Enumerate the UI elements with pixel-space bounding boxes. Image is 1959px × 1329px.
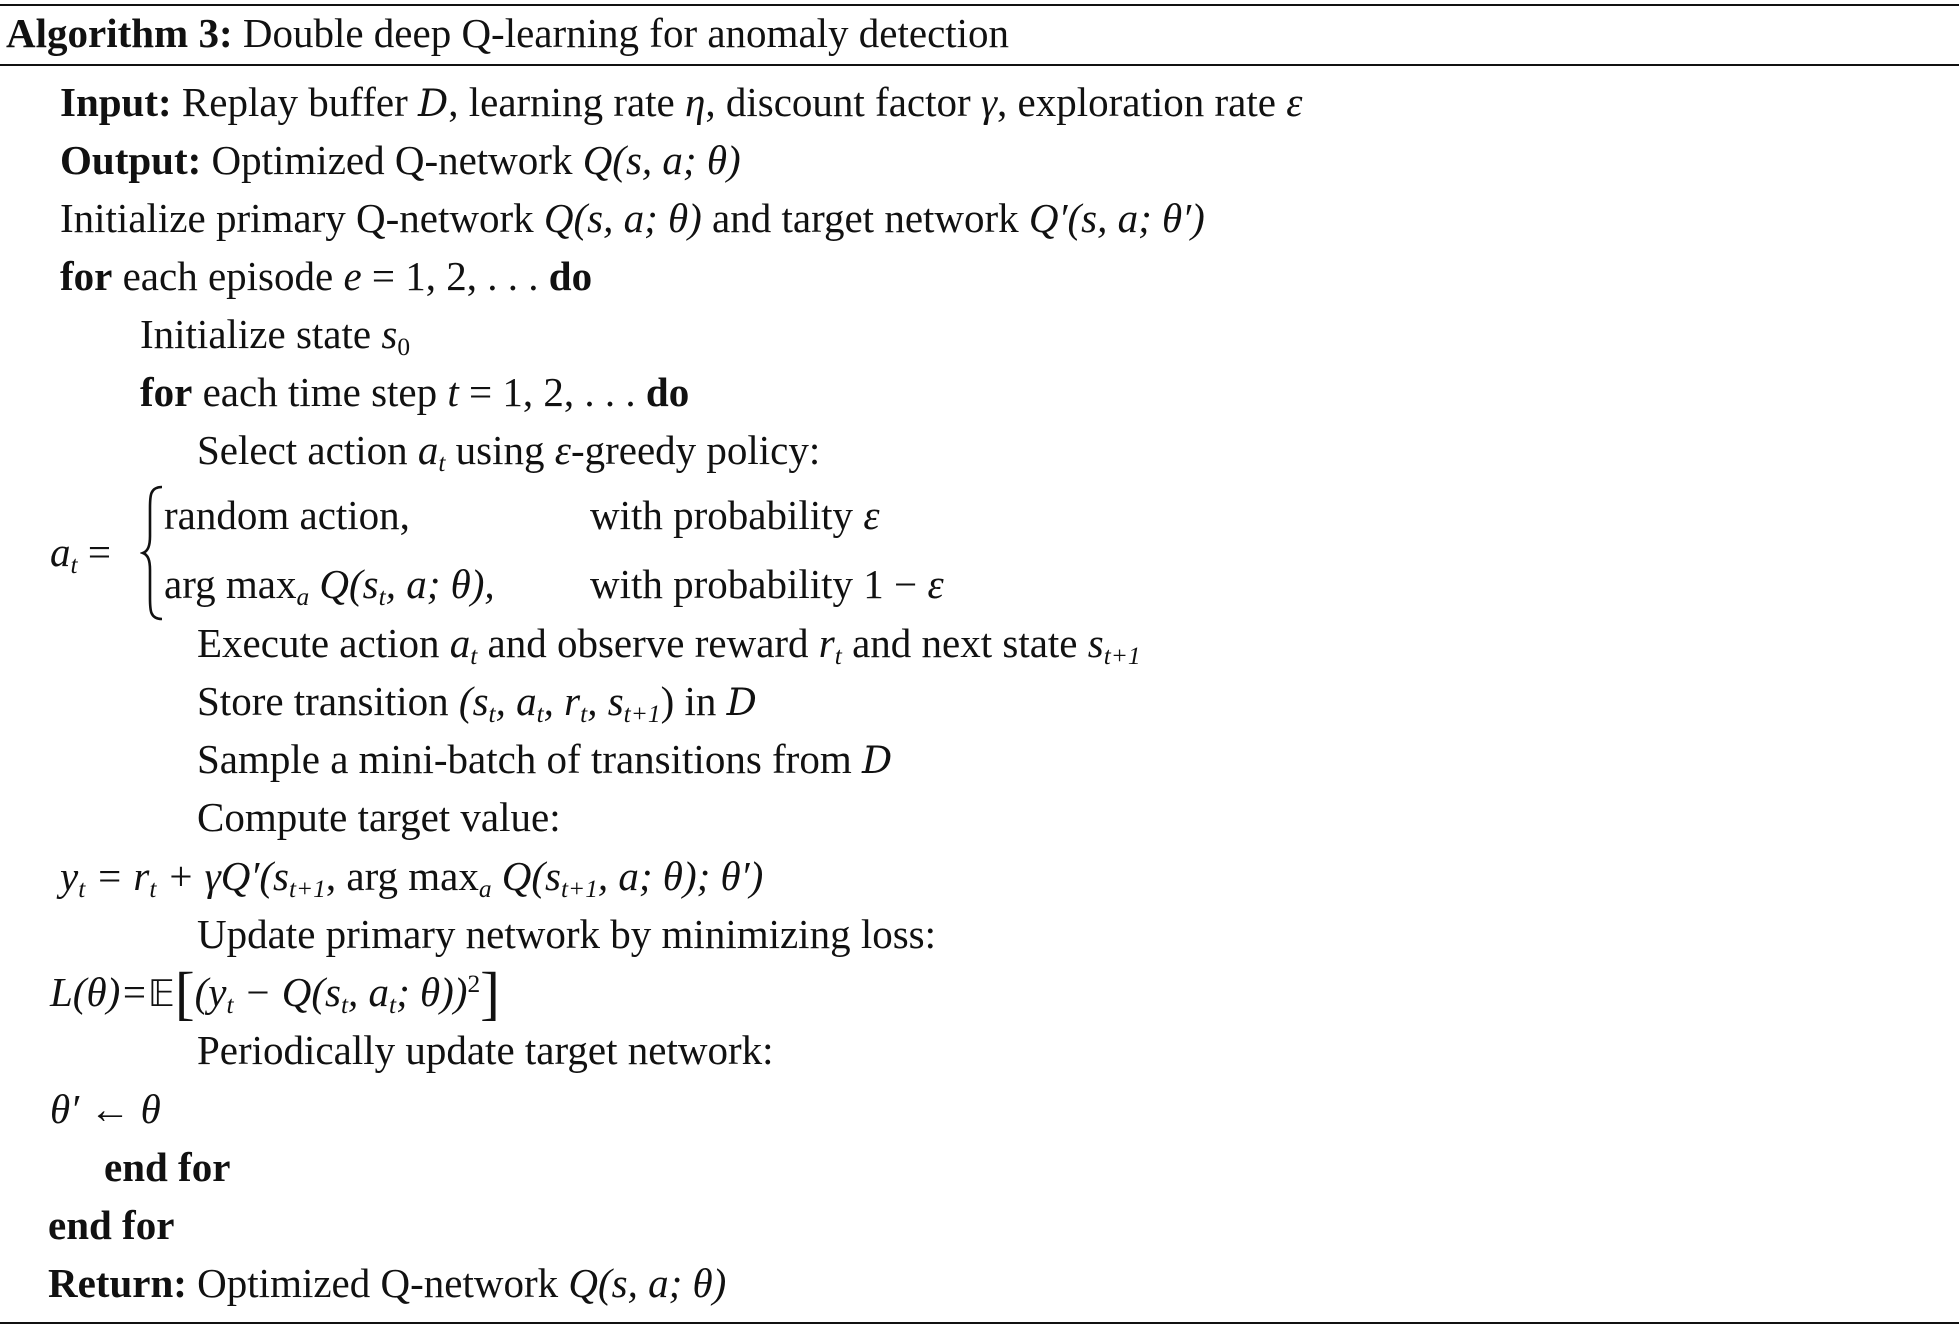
target-network-math: Q′(s, a; θ′)	[1028, 195, 1205, 241]
compute-text: Compute target value:	[197, 794, 561, 840]
loss-left-bracket: [	[174, 960, 195, 1027]
update-primary-line	[197, 909, 936, 959]
replay-buffer-symbol: D	[417, 81, 449, 125]
store-text-2: in	[674, 678, 727, 724]
store-transition-line	[197, 676, 757, 727]
store-a-subscript: t	[536, 700, 544, 729]
case-1-right-text: with probability	[590, 492, 864, 538]
target-q: Q(s	[491, 853, 561, 899]
loss-a: , a	[348, 969, 390, 1015]
episode-var: e	[343, 253, 362, 299]
target-argmax: , arg max	[325, 853, 479, 899]
loss-s-subscript: t	[340, 991, 349, 1020]
do-keyword-2: do	[645, 369, 690, 415]
for-keyword: for	[60, 253, 113, 299]
case-lhs	[50, 527, 111, 580]
action-var: a	[417, 427, 439, 473]
loss-a-subscript: t	[389, 991, 397, 1020]
sample-buffer-symbol: D	[861, 738, 893, 782]
for-episode-line	[60, 251, 592, 301]
target-end: , a; θ); θ′)	[597, 853, 764, 899]
for-keyword-2: for	[140, 369, 193, 415]
end-for-keyword-inner: end for	[104, 1144, 231, 1190]
exec-action-var: a	[449, 620, 471, 666]
store-s2: , s	[587, 678, 624, 724]
target-r-subscript: t	[149, 875, 157, 904]
exploration-rate-symbol: ε	[1286, 79, 1303, 125]
for-timestep-text: each time step	[192, 369, 448, 415]
store-text-1: Store transition	[197, 678, 459, 724]
for-episode-text: each episode	[112, 253, 344, 299]
store-s-subscript: t	[488, 700, 496, 729]
periodic-text: Periodically update target network:	[197, 1027, 774, 1073]
case-2-math: Q(s	[309, 561, 379, 607]
store-r-subscript: t	[580, 700, 588, 729]
case-1-left	[164, 490, 410, 540]
expectation-symbol: 𝔼	[147, 972, 175, 1015]
update-text: Update primary network by minimizing loss:	[197, 911, 937, 957]
return-line	[48, 1258, 726, 1308]
input-line	[60, 77, 1302, 128]
input-text-3: , discount factor	[705, 79, 981, 125]
timestep-range: = 1, 2, . . .	[458, 369, 646, 415]
case-1-left-text: random action,	[164, 492, 410, 538]
loss-right-bracket: ]	[480, 960, 500, 1027]
loss-square: 2	[467, 970, 481, 999]
case-lhs-subscript: t	[70, 551, 78, 580]
action-subscript: t	[438, 449, 446, 478]
target-plus: + γQ′(s	[156, 853, 289, 899]
exec-state-var: s	[1087, 620, 1104, 666]
case-1-epsilon: ε	[863, 492, 880, 538]
caption-title: Double deep Q-learning for anomaly detection	[242, 10, 1010, 56]
theta-assign-line	[50, 1084, 161, 1134]
left-brace-icon	[140, 484, 166, 622]
sample-minibatch-line	[197, 734, 892, 785]
exec-text-2: and observe reward	[477, 620, 819, 666]
exec-reward-subscript: t	[834, 642, 842, 671]
case-2-right	[590, 559, 944, 609]
init-text-2: and target network	[701, 195, 1029, 241]
input-text: Replay buffer	[181, 79, 418, 125]
target-q-subscript: t+1	[561, 875, 598, 904]
target-subscript: t	[78, 875, 86, 904]
caption-label: Algorithm 3:	[6, 10, 233, 56]
for-timestep-line	[140, 367, 689, 417]
initialize-state-line	[140, 309, 411, 362]
input-text-4: , exploration rate	[997, 79, 1287, 125]
input-text-2: , learning rate	[448, 79, 686, 125]
exec-action-subscript: t	[470, 642, 478, 671]
target-eq: = r	[85, 853, 150, 899]
return-keyword: Return:	[48, 1260, 187, 1306]
periodic-update-line	[197, 1025, 773, 1075]
exec-text-3: and next state	[841, 620, 1088, 666]
input-keyword: Input:	[60, 79, 172, 125]
theta-assign: θ′ ← θ	[50, 1086, 161, 1132]
case-2-math-end: , a; θ),	[385, 561, 495, 607]
primary-network-math: Q(s, a; θ)	[543, 195, 702, 241]
epsilon-symbol: ε	[554, 427, 571, 473]
output-text: Optimized Q-network	[211, 137, 583, 183]
episode-range: = 1, 2, . . .	[361, 253, 549, 299]
case-lhs-var: a	[50, 529, 71, 575]
case-2-math-subscript: t	[378, 583, 386, 612]
loss-lhs: L(θ)=	[50, 969, 148, 1015]
store-open: (s	[458, 678, 489, 724]
init-state-text: Initialize state	[140, 311, 382, 357]
store-s2-subscript: t+1	[623, 700, 661, 729]
argmax-subscript: a	[296, 583, 310, 612]
execute-action-line	[197, 618, 1141, 671]
output-math: Q(s, a; θ)	[582, 137, 741, 183]
end-for-keyword-outer: end for	[48, 1202, 175, 1248]
select-text-2: using	[445, 427, 555, 473]
return-math: Q(s, a; θ)	[568, 1260, 727, 1306]
target-equation	[60, 851, 764, 904]
initialize-networks-line	[60, 193, 1205, 243]
select-action-line	[197, 425, 821, 478]
top-rule	[0, 4, 1959, 6]
end-for-inner	[104, 1142, 230, 1192]
case-lhs-equals: =	[77, 529, 111, 575]
init-text-1: Initialize primary Q-network	[60, 195, 544, 241]
select-text-1: Select action	[197, 427, 418, 473]
target-s-subscript: t+1	[288, 875, 326, 904]
output-keyword: Output:	[60, 137, 202, 183]
loss-close: ; θ))	[396, 969, 468, 1015]
exec-reward-var: r	[818, 620, 835, 666]
store-close: )	[660, 678, 675, 724]
case-2-left	[164, 559, 495, 612]
case-2-epsilon: ε	[927, 561, 944, 607]
algorithm-caption	[6, 8, 1009, 58]
case-1-right	[590, 490, 879, 540]
timestep-var: t	[447, 369, 459, 415]
exec-text-1: Execute action	[197, 620, 450, 666]
output-line	[60, 135, 741, 185]
state-subscript: 0	[397, 333, 411, 362]
loss-y-subscript: t	[226, 991, 234, 1020]
target-var: y	[60, 853, 79, 899]
loss-open: (y	[194, 969, 227, 1015]
return-text: Optimized Q-network	[197, 1260, 569, 1306]
learning-rate-symbol: η	[685, 79, 706, 125]
loss-equation	[50, 960, 500, 1027]
compute-target-line	[197, 792, 561, 842]
discount-factor-symbol: γ	[980, 79, 998, 125]
store-a: , a	[495, 678, 537, 724]
sample-text: Sample a mini-batch of transitions from	[197, 736, 862, 782]
caption-rule	[0, 64, 1959, 66]
store-buffer-symbol: D	[726, 680, 757, 724]
argmax-text: arg max	[164, 561, 297, 607]
select-text-3: -greedy policy:	[570, 427, 821, 473]
target-argmax-subscript: a	[478, 875, 492, 904]
case-2-right-text: with probability 1 −	[590, 561, 928, 607]
do-keyword: do	[548, 253, 593, 299]
state-var: s	[381, 311, 398, 357]
bottom-rule	[0, 1322, 1959, 1324]
loss-minus: − Q(s	[233, 969, 341, 1015]
store-r: , r	[543, 678, 581, 724]
exec-state-subscript: t+1	[1103, 642, 1141, 671]
end-for-outer	[48, 1200, 174, 1250]
